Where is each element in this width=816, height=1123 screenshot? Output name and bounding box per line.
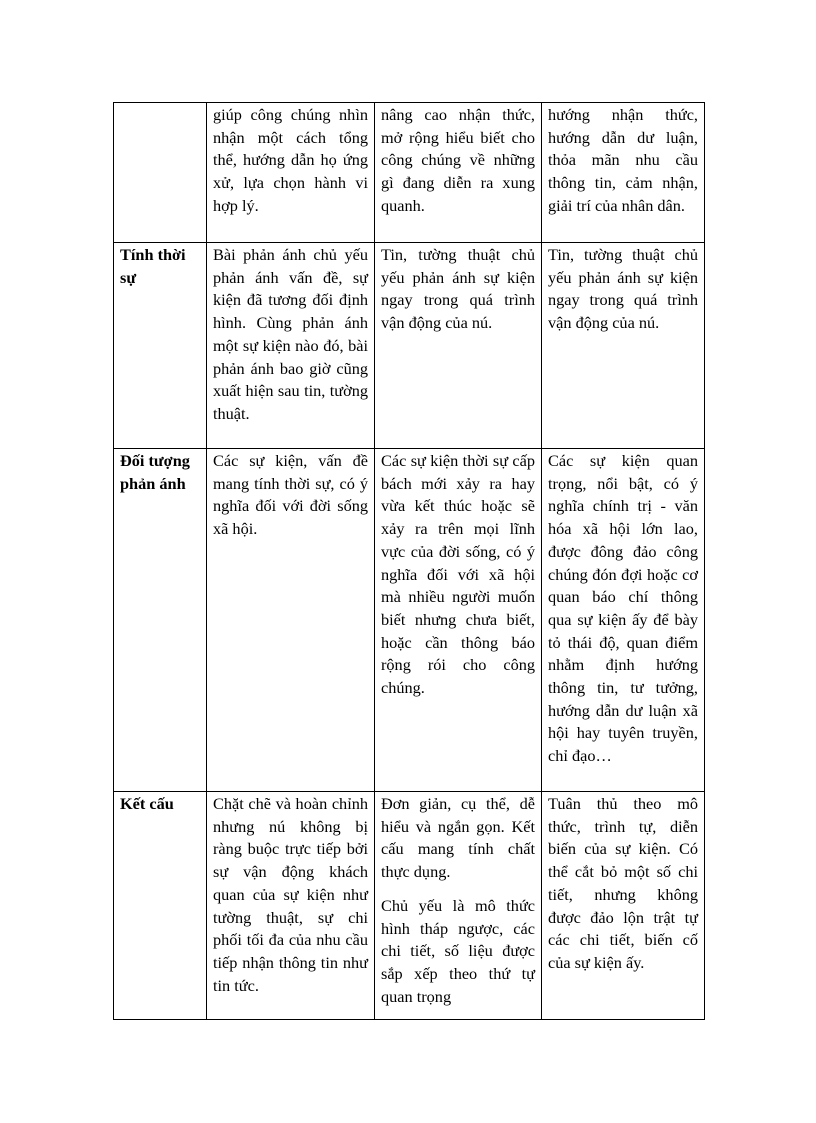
table-cell: nâng cao nhận thức, mở rộng hiểu biết cho công chúng về những gì đang diễn ra xung quanh. [375,103,542,243]
table-cell: Các sự kiện, vấn đề mang tính thời sự, có ý nghĩa đối với đời sống xã hội. [207,449,375,792]
table-cell: Tuân thủ theo mô thức, trình tự, diễn biến của sự kiện. Có thể cắt bỏ một số chi tiết, nhưng không được đảo lộn trật tự các chi tiết, biến cố của sự kiện ấy. [542,792,705,1020]
table-row-subject [114,449,705,792]
table-cell: Tin, tường thuật chủ yếu phản ánh sự kiện ngay trong quá trình vận động của nú. [375,243,542,449]
row-label: Kết cấu [114,792,207,1020]
comparison-table [113,102,705,1020]
table-cell: Các sự kiện quan trọng, nổi bật, có ý nghĩa chính trị - văn hóa xã hội lớn lao, được đông đảo công chúng đón đợi hoặc cơ quan báo chí thông qua sự kiện ấy để bày tỏ thái độ, quan điểm nhằm định hướng thông tin, tư tưởng, hướng dẫn dư luận xã hội hay tuyên truyền, chỉ đạo… [542,449,705,792]
row-label: Tính thời sự [114,243,207,449]
row-label [114,103,207,243]
table-cell: Tin, tường thuật chủ yếu phản ánh sự kiện ngay trong quá trình vận động của nú. [542,243,705,449]
table-cell: Chặt chẽ và hoàn chỉnh nhưng nú không bị ràng buộc trực tiếp bởi sự vận động khách quan của sự kiện như tường thuật, sự chi phối tối đa của nhu cầu tiếp nhận thông tin như tin tức. [207,792,375,1020]
table-cell: hướng nhận thức, hướng dẫn dư luận, thỏa mãn nhu cầu thông tin, cảm nhận, giải trí của nhân dân. [542,103,705,243]
cell-paragraph: Chủ yếu là mô thức hình tháp ngược, các chi tiết, số liệu được sắp xếp theo thứ tự quan trọng [381,895,535,1006]
table-row-continuation [114,103,705,243]
table-cell: giúp công chúng nhìn nhận một cách tổng thể, hướng dẫn họ ứng xử, lựa chọn hành vi hợp lý. [207,103,375,243]
table-row-structure [114,792,705,1020]
table-cell: Bài phản ánh chủ yếu phản ánh vấn đề, sự kiện đã tương đối định hình. Cùng phản ánh một sự kiện nào đó, bài phản ánh bao giờ cũng xuất hiện sau tin, tường thuật. [207,243,375,449]
row-label: Đối tượng phản ánh [114,449,207,792]
cell-paragraph: Đơn giản, cụ thể, dễ hiểu và ngắn gọn. Kết cấu mang tính chất thực dụng. [381,794,535,882]
table-cell: Các sự kiện thời sự cấp bách mới xảy ra hay vừa kết thúc hoặc sẽ xảy ra trên mọi lĩnh vực của đời sống, có ý nghĩa đối với xã hội mà nhiều người muốn biết nhưng chưa biết, hoặc cần thông báo rộng rói cho công chúng. [375,449,542,792]
table-cell [375,792,542,1020]
table-row-timeliness [114,243,705,449]
